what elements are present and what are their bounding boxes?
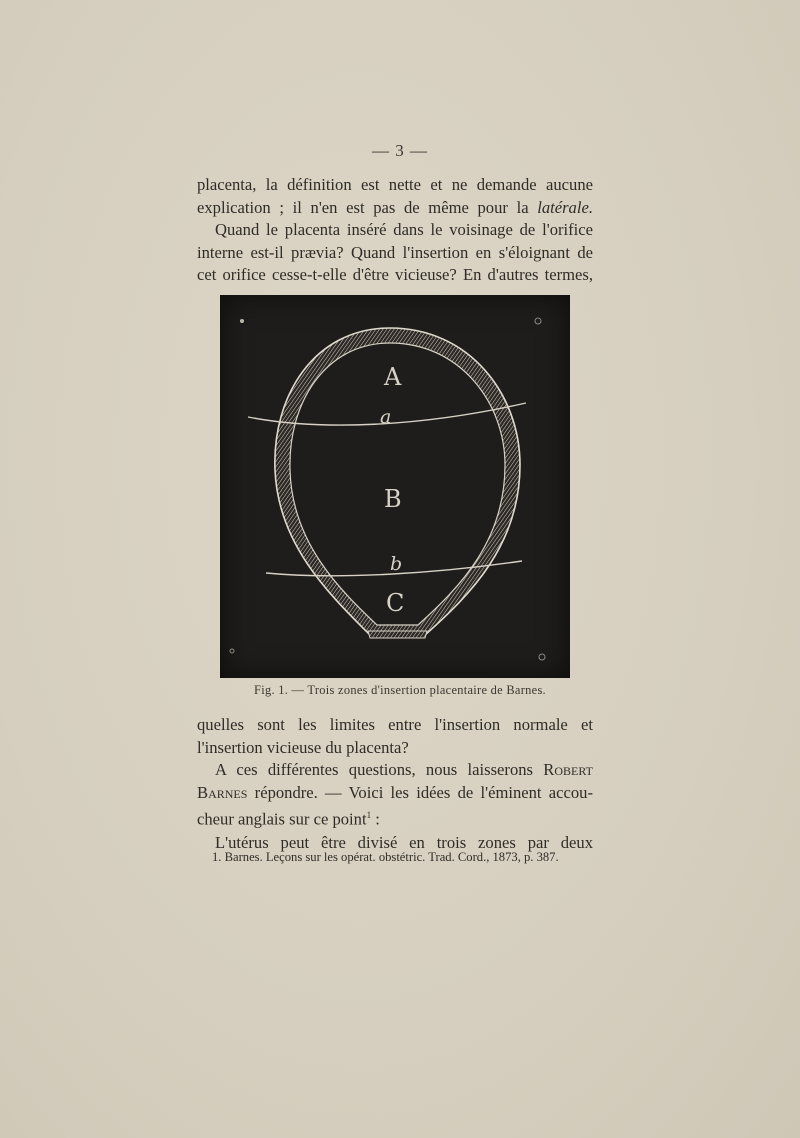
- text-segment: A ces différentes questions, nous laisserons: [215, 760, 533, 780]
- figure-caption: Fig. 1. — Trois zones d'insertion placentaire de Barnes.: [254, 683, 546, 697]
- zone-label-b: B: [384, 485, 402, 513]
- text-line: Quand le placenta inséré dans le voisinage de l'orifice: [215, 220, 593, 240]
- footnote-reference[interactable]: 1: [366, 810, 372, 821]
- author-name: Robert: [543, 760, 593, 780]
- author-name: Barnes: [197, 782, 248, 802]
- corner-mark: [539, 654, 545, 660]
- text-line: [197, 804, 593, 831]
- italic-term-laterale: latérale.: [537, 197, 593, 217]
- text-line: [197, 759, 593, 782]
- text-segment: répondre. — Voici les idées de l'éminent accou-: [254, 782, 593, 802]
- figure-uterus-zones: [220, 295, 570, 678]
- top-text-block: [197, 174, 593, 287]
- text-line: L'utérus peut être divisé en trois zones par deux: [215, 832, 593, 852]
- text-line: [197, 197, 593, 220]
- text-segment: :: [371, 809, 380, 829]
- cervix-base: [368, 631, 427, 638]
- line-label-a: a: [380, 406, 392, 428]
- text-line: quelles sont les limites entre l'insertion normale et: [197, 715, 593, 734]
- text-line: placenta, la définition est nette et ne demande aucune: [197, 175, 593, 194]
- page-number: — 3 —: [372, 141, 428, 160]
- line-label-b: b: [390, 553, 403, 575]
- corner-mark: [535, 318, 541, 324]
- uterus-diagram: [220, 295, 570, 678]
- footnote: 1. Barnes. Leçons sur les opérat. obstétric. Trad. Cord., 1873, p. 387.: [212, 850, 559, 864]
- text-line: l'insertion vicieuse du placenta?: [197, 737, 409, 757]
- text-line: [197, 782, 593, 805]
- zone-label-a: A: [384, 363, 402, 391]
- text-segment: cheur anglais sur ce point: [197, 809, 367, 829]
- corner-mark: [230, 649, 234, 653]
- bottom-text-block: [197, 714, 593, 854]
- text-line: cet orifice cesse-t-elle d'être vicieuse? En d'autres termes,: [197, 265, 593, 285]
- zone-label-c: C: [386, 589, 405, 617]
- text-line: interne est-il prævia? Quand l'insertion en s'éloignant de: [197, 242, 593, 262]
- text-segment: explication ; il n'en est pas de même pour la: [197, 197, 529, 217]
- corner-mark: [240, 319, 244, 323]
